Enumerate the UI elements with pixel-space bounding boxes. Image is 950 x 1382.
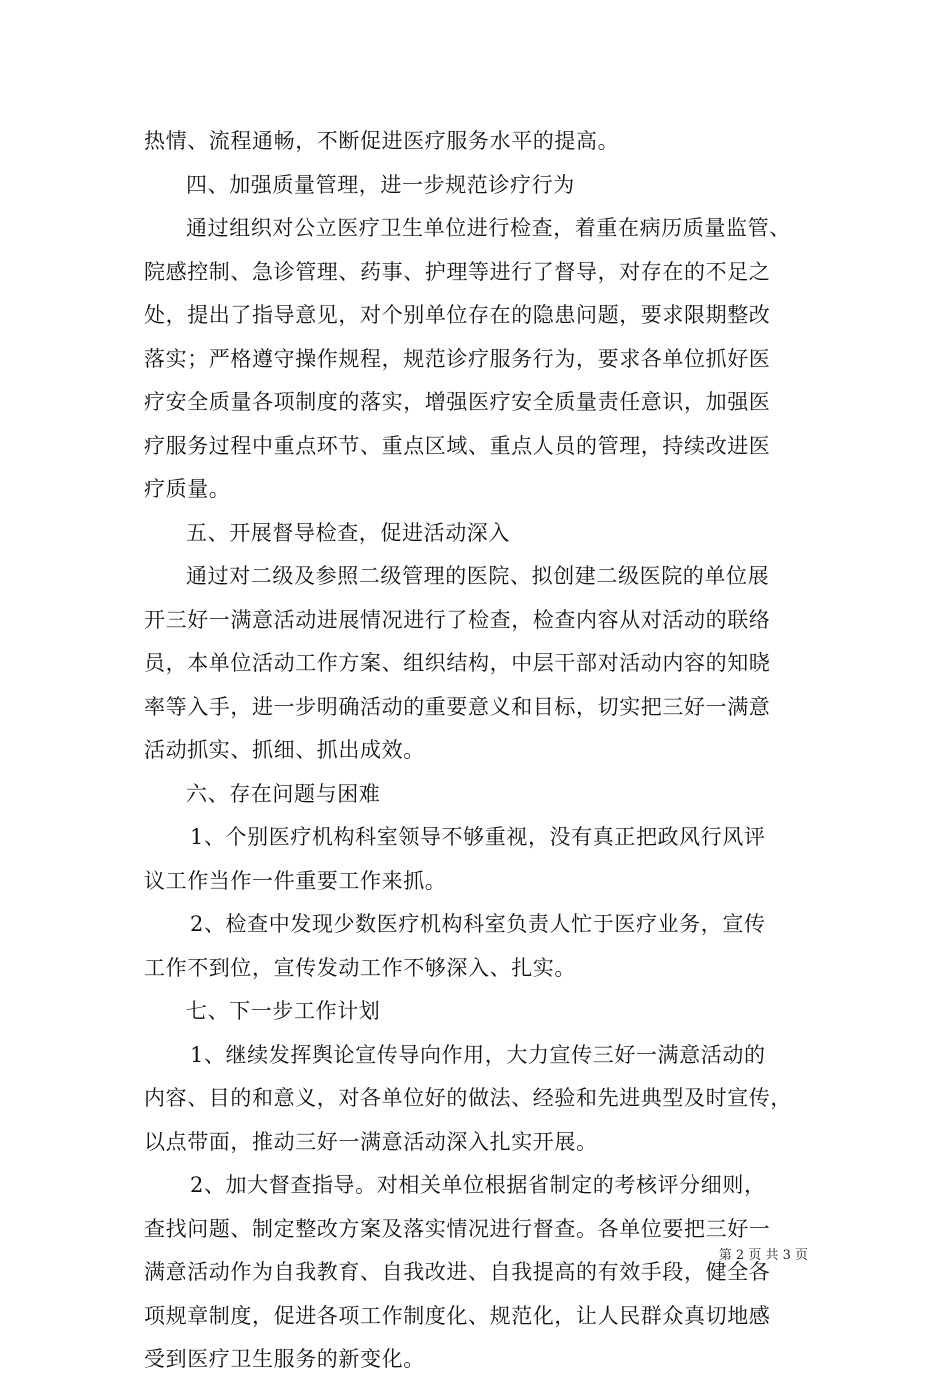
- text-line: 院感控制、急诊管理、药事、护理等进行了督导，对存在的不足之: [144, 259, 771, 284]
- text-line: 议工作当作一件重要工作来抓。: [144, 868, 447, 893]
- text-line: 内容、目的和意义，对各单位好的做法、经验和先进典型及时宣传，: [144, 1086, 792, 1110]
- text-line: 通过对二级及参照二级管理的医院、拟创建二级医院的单位展: [186, 564, 770, 588]
- text-line: 七、下一步工作计划: [186, 999, 381, 1023]
- text-line: 疗质量。: [144, 477, 231, 501]
- text-line: 项规章制度，促进各项工作制度化、规范化，让人民群众真切地感: [144, 1303, 771, 1328]
- text-line: 1、个别医疗机构科室领导不够重视，没有真正把政风行风评: [190, 825, 766, 849]
- text-line: 员，本单位活动工作方案、组织结构，中层干部对活动内容的知晓: [144, 651, 771, 675]
- text-line: 活动抓实、抓细、抓出成效。: [144, 738, 425, 762]
- text-line: 开三好一满意活动进展情况进行了检查，检查内容从对活动的联络: [144, 607, 771, 632]
- text-line: 查找问题、制定整改方案及落实情况进行督查。各单位要把三好一: [144, 1216, 771, 1241]
- text-line: 率等入手，进一步明确活动的重要意义和目标，切实把三好一满意: [144, 694, 771, 719]
- text-line: 2、检查中发现少数医疗机构科室负责人忙于医疗业务，宣传: [190, 912, 766, 936]
- text-line: 以点带面，推动三好一满意活动深入扎实开展。: [144, 1129, 598, 1154]
- text-line: 六、存在问题与困难: [186, 781, 381, 806]
- text-line: 疗安全质量各项制度的落实，增强医疗安全质量责任意识，加强医: [144, 390, 771, 414]
- page-number: 第 2 页 共 3 页: [718, 1248, 808, 1263]
- text-line: 1、继续发挥舆论宣传导向作用，大力宣传三好一满意活动的: [190, 1042, 766, 1067]
- text-line: 满意活动作为自我教育、自我改进、自我提高的有效手段，健全各: [144, 1260, 771, 1284]
- text-line: 四、加强质量管理，进一步规范诊疗行为: [186, 172, 575, 197]
- text-line: 五、开展督导检查，促进活动深入: [186, 520, 510, 545]
- text-line: 落实；严格遵守操作规程，规范诊疗服务行为，要求各单位抓好医: [144, 346, 771, 371]
- document-body: [144, 120, 808, 1382]
- text-line: 受到医疗卫生服务的新变化。: [144, 1347, 425, 1371]
- text-line: 处，提出了指导意见，对个别单位存在的隐患问题，要求限期整改: [144, 303, 771, 327]
- text-line: 通过组织对公立医疗卫生单位进行检查，着重在病历质量监管、: [186, 216, 791, 240]
- text-line: 2、加大督查指导。对相关单位根据省制定的考核评分细则，: [190, 1173, 766, 1197]
- text-line: 工作不到位，宣传发动工作不够深入、扎实。: [144, 955, 576, 980]
- text-line: 疗服务过程中重点环节、重点区域、重点人员的管理，持续改进医: [144, 433, 771, 458]
- text-line: 热情、流程通畅，不断促进医疗服务水平的提高。: [144, 129, 620, 153]
